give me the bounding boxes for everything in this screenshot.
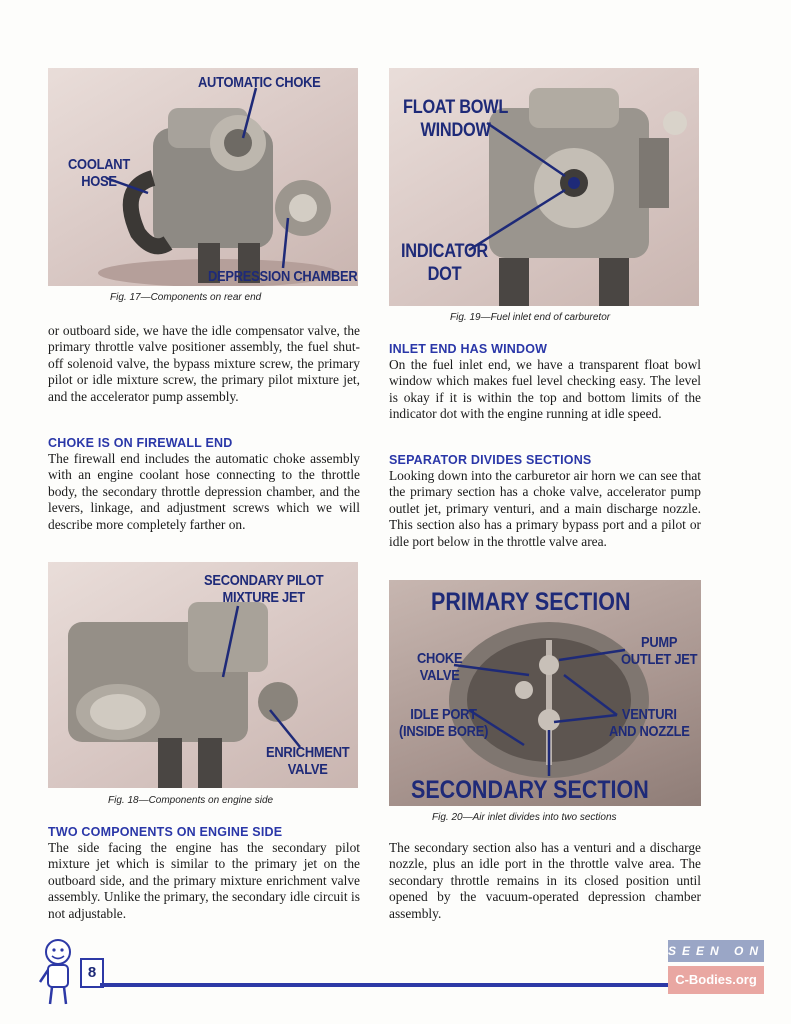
left-para-engine-side: The side facing the engine has the secondary pilot mixture jet which is similar to the primary jet on the outboard side, and the primary mixture enrichment valve assembly. Unlike the primary, the secondary idle circuit is not adjustable. xyxy=(48,840,360,921)
page-number: 8 xyxy=(80,958,104,988)
left-para-outboard: or outboard side, we have the idle compensator valve, the primary throttle valve positioner assembly, the fuel shut-off solenoid valve, the bypass mixture screw, the primary pilot or idle mixture screw, the primary pilot mixture jet, and the accelerator pump assembly. xyxy=(48,323,360,404)
watermark-bottom: C-Bodies.org xyxy=(668,966,764,994)
heading-engine-side: TWO COMPONENTS ON ENGINE SIDE xyxy=(48,825,283,839)
heading-choke-firewall: CHOKE IS ON FIREWALL END xyxy=(48,436,233,450)
label-depression-chamber: DEPRESSION CHAMBER xyxy=(208,268,358,285)
label-choke-valve: CHOKE VALVE xyxy=(417,650,463,684)
heading-inlet-window: INLET END HAS WINDOW xyxy=(389,342,548,356)
left-para-choke: The firewall end includes the automatic choke assembly with an engine coolant hose connecting to the throttle body, the secondary throttle depression chamber, and the levers, linkage, and adjustment screws which we will describe more completely farther on. xyxy=(48,451,360,532)
label-float-bowl-window: FLOAT BOWL WINDOW xyxy=(403,97,509,141)
right-para-secondary: The secondary section also has a venturi and a discharge nozzle, plus an idle port in the throttle valve area. The secondary throttle remains in its closed position until opened by the vacuum-operated depression chamber assembly. xyxy=(389,840,701,921)
label-primary-section: PRIMARY SECTION xyxy=(431,588,631,616)
right-para-separator: Looking down into the carburetor air horn we can see that the primary section has a choke valve, accelerator pump outlet jet, primary venturi, and a main discharge nozzle. This section also has a primary bypass port and a pilot or idle port below in the throttle valve area. xyxy=(389,468,701,549)
fig20-photo xyxy=(389,580,701,806)
fig20-caption: Fig. 20—Air inlet divides into two sections xyxy=(432,812,617,823)
fig19-caption: Fig. 19—Fuel inlet end of carburetor xyxy=(450,312,611,323)
label-coolant-hose: COOLANT HOSE xyxy=(68,156,130,190)
fig18-caption: Fig. 18—Components on engine side xyxy=(108,795,274,806)
footer-rule xyxy=(100,983,670,987)
right-para-inlet: On the fuel inlet end, we have a transparent float bowl window which makes fuel level checking easy. The level is okay if it is within the top and bottom limits of the indicator dot with the engine running at idle speed. xyxy=(389,357,701,422)
label-indicator-dot: INDICATOR DOT xyxy=(401,241,488,285)
label-secondary-section: SECONDARY SECTION xyxy=(411,776,649,804)
label-automatic-choke: AUTOMATIC CHOKE xyxy=(198,74,321,91)
fig19-photo xyxy=(389,68,699,306)
fig17-photo xyxy=(48,68,358,286)
label-pump-outlet-jet: PUMP OUTLET JET xyxy=(621,634,698,668)
watermark-badge xyxy=(668,940,764,996)
label-secondary-pilot-jet: SECONDARY PILOT MIXTURE JET xyxy=(204,572,324,606)
heading-separator: SEPARATOR DIVIDES SECTIONS xyxy=(389,453,592,467)
label-venturi-nozzle: VENTURI AND NOZZLE xyxy=(609,706,690,740)
fig17-caption: Fig. 17—Components on rear end xyxy=(110,292,262,303)
label-idle-port: IDLE PORT (INSIDE BORE) xyxy=(399,706,489,740)
label-enrichment-valve: ENRICHMENT VALVE xyxy=(266,744,350,778)
watermark-top: SEEN ON xyxy=(668,940,764,962)
mascot-icon xyxy=(38,938,84,1008)
fig18-photo xyxy=(48,562,358,788)
